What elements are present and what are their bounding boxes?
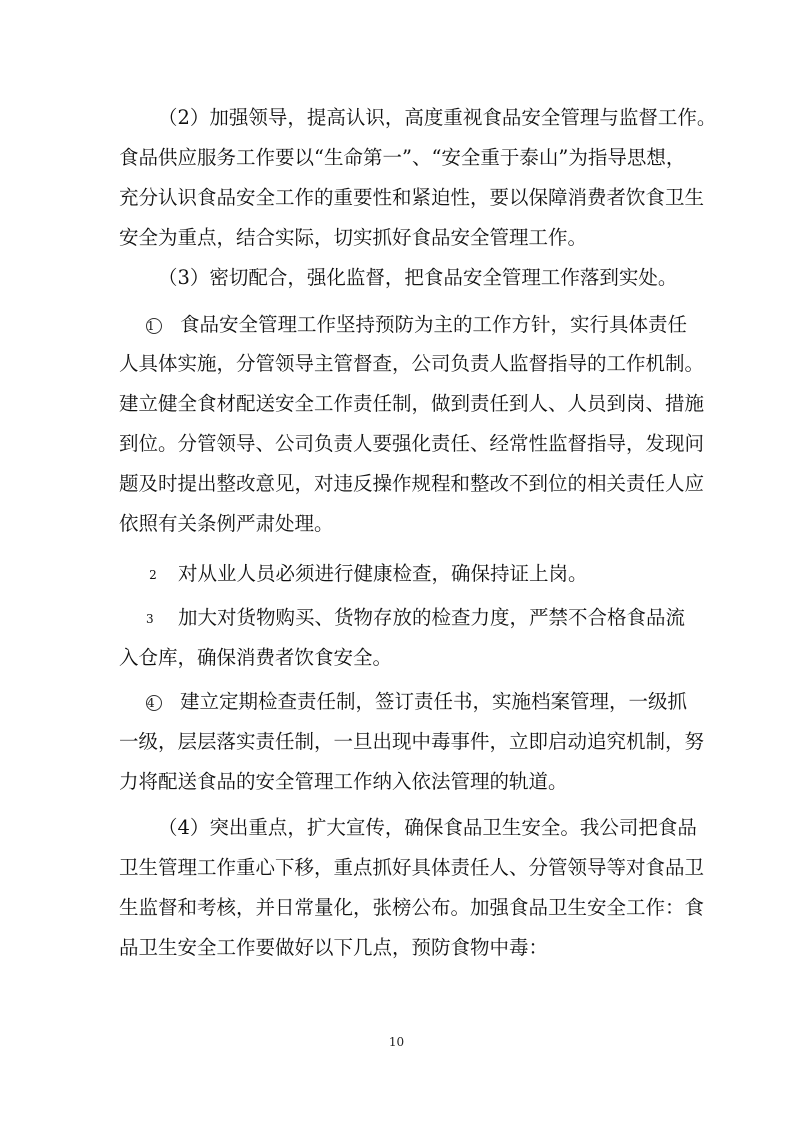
list-item-1-line-5: 题及时提出整改意见，对违反操作规程和整改不到位的相关责任人应	[119, 472, 705, 495]
list-marker-3: 3	[146, 612, 154, 626]
list-item-4-line-3: 力将配送食品的安全管理工作纳入依法管理的轨道。	[119, 770, 568, 793]
paragraph-4-line-2: 卫生管理工作重心下移，重点抓好具体责任人、分管领导等对食品卫	[119, 856, 705, 879]
list-item-1-line-1: 食品安全管理工作坚持预防为主的工作方针，实行具体责任	[180, 313, 688, 336]
list-item-3-line-2: 入仓库，确保消费者饮食安全。	[119, 646, 393, 669]
list-item-2-line-1: 对从业人员必须进行健康检查，确保持证上岗。	[178, 562, 588, 585]
list-item-3-first-line	[119, 606, 686, 630]
list-item-3-line-1: 加大对货物购买、货物存放的检查力度，严禁不合格食品流	[178, 606, 686, 629]
list-marker-2: 2	[149, 568, 157, 582]
list-item-1-line-2: 人具体实施，分管领导主管督查，公司负责人监督指导的工作机制。	[119, 352, 705, 375]
list-item-1-line-6: 依照有关条例严肃处理。	[119, 512, 334, 535]
list-marker-4: 4	[146, 695, 162, 711]
list-item-1-line-3: 建立健全食材配送安全工作责任制，做到责任到人、人员到岗、措施	[119, 392, 705, 415]
paragraph-2-line-4: 安全为重点，结合实际，切实抓好食品安全管理工作。	[119, 226, 588, 249]
list-item-1-line-4: 到位。分管领导、公司负责人要强化责任、经常性监督指导，发现问	[119, 432, 705, 455]
list-item-4-line-2: 一级，层层落实责任制，一旦出现中毒事件，立即启动追究机制，努	[119, 730, 705, 753]
paragraph-4-line-3: 生监督和考核，并日常量化，张榜公布。加强食品卫生安全工作：食	[119, 896, 705, 919]
paragraph-2-line-2: 食品供应服务工作要以“生命第一”、“安全重于泰山”为指导思想，	[119, 146, 686, 169]
paragraph-2-line-1: （2）加强领导，提高认识，高度重视食品安全管理与监督工作。	[158, 106, 717, 129]
list-item-2	[119, 562, 677, 586]
paragraph-3-line-1: （3）密切配合，强化监督，把食品安全管理工作落到实处。	[158, 266, 678, 289]
page-number: 10	[388, 1035, 405, 1049]
paragraph-4-line-1: （4）突出重点，扩大宣传，确保食品卫生安全。我公司把食品	[158, 816, 697, 839]
list-item-4-first-line	[119, 690, 688, 714]
paragraph-2-line-3: 充分认识食品安全工作的重要性和紧迫性，要以保障消费者饮食卫生	[119, 186, 705, 209]
list-item-4-line-1: 建立定期检查责任制，签订责任书，实施档案管理，一级抓	[180, 690, 688, 713]
list-marker-1: 1	[146, 318, 162, 334]
paragraph-4-line-4: 品卫生安全工作要做好以下几点，预防食物中毒：	[119, 936, 549, 959]
list-item-1-first-line	[119, 313, 688, 337]
